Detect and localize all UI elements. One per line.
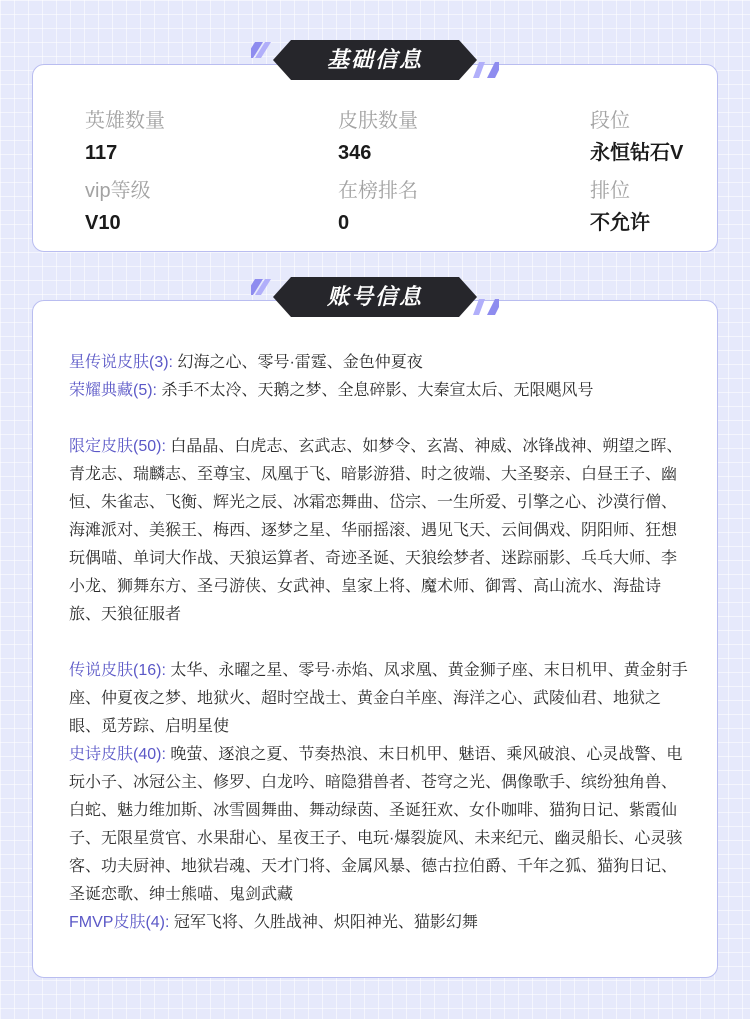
stat-value: 不允许 <box>590 212 650 234</box>
skin-group-star-legend <box>69 349 689 377</box>
section-header-basic <box>251 38 499 82</box>
stat-value: 0 <box>338 212 350 234</box>
stat-vip-level <box>85 177 265 237</box>
stat-label: 英雄数量 <box>85 110 165 132</box>
skin-category-label: 星传说皮肤(3): <box>69 354 174 371</box>
skin-group-glory-collection <box>69 377 689 405</box>
stat-value: 117 <box>85 142 118 164</box>
skin-category-items: 白晶晶、白虎志、玄武志、如梦令、玄嵩、神威、冰锋战神、朔望之晖、青龙志、瑞麟志、至尊宝、凤凰于飞、暗影游猎、时之彼端、大圣娶亲、白昼王子、幽恒、朱雀志、飞衡、辉光之辰、冰霜恋舞曲、岱宗、一生所爱、引擎之心、沙漠行僧、海滩派对、美猴王、梅西、逐梦之星、华丽摇滚、遇见飞天、云间偶戏、阴阳师、狂想玩偶喵、单词大作战、天狼运算者、奇迹圣诞、天狼绘梦者、迷踪丽影、乓乓大师、李小龙、狮舞东方、圣弓游侠、女武神、皇家上将、魔术师、御霄、高山流水、海盐诗旅、天狼征服者 <box>69 438 683 623</box>
skin-category-items: 太华、永曜之星、零号·赤焰、凤求凰、黄金狮子座、末日机甲、黄金射手座、仲夏夜之梦、地狱火、超时空战士、黄金白羊座、海洋之心、武陵仙君、地狱之眼、觅芳踪、启明星使 <box>69 662 688 735</box>
stat-hero-count <box>85 107 265 167</box>
stat-label: 皮肤数量 <box>338 110 418 132</box>
stat-leaderboard-rank <box>338 177 518 237</box>
section-title: 账号信息 <box>326 284 423 309</box>
skin-category-label: 荣耀典藏(5): <box>69 382 158 399</box>
stat-label: 排位 <box>590 180 630 202</box>
skin-category-items: 幻海之心、零号·雷霆、金色仲夏夜 <box>177 354 423 371</box>
skin-group-limited <box>69 433 689 629</box>
stat-label: 段位 <box>590 110 630 132</box>
stat-value: V10 <box>85 212 121 234</box>
stat-label: vip等级 <box>85 180 151 202</box>
skin-category-label: 传说皮肤(16): <box>69 662 166 679</box>
skin-category-label: 限定皮肤(50): <box>69 438 166 455</box>
skin-category-items: 晚萤、逐浪之夏、节奏热浪、末日机甲、魅语、乘风破浪、心灵战警、电玩小子、冰冠公主、修罗、白龙吟、暗隐猎兽者、苍穹之光、偶像歌手、缤纷独角兽、白蛇、魅力维加斯、冰雪圆舞曲、舞动绿茵、圣诞狂欢、女仆咖啡、猫狗日记、紫霞仙子、无限星赏官、水果甜心、星夜王子、电玩·爆裂旋风、未来纪元、幽灵船长、心灵骇客、功夫厨神、地狱岩魂、天才门将、金属风暴、德古拉伯爵、千年之狐、猫狗日记、圣诞恋歌、绅士熊喵、鬼剑武藏 <box>69 746 683 903</box>
skin-group-legend <box>69 657 689 741</box>
skin-group-epic <box>69 741 689 909</box>
skin-group-fmvp <box>69 909 689 937</box>
stat-ranked-allowed <box>590 177 750 237</box>
stat-rank-tier <box>590 107 750 167</box>
skin-category-items: 冠军飞将、久胜战神、炽阳神光、猫影幻舞 <box>173 914 478 931</box>
skin-category-label: 史诗皮肤(40): <box>69 746 166 763</box>
skin-list <box>69 349 689 937</box>
section-title: 基础信息 <box>326 47 423 72</box>
section-header-account <box>251 275 499 319</box>
stat-value: 永恒钻石V <box>590 142 684 164</box>
basic-info-card <box>32 64 718 252</box>
stat-value: 346 <box>338 142 372 164</box>
skin-category-items: 杀手不太冷、天鹅之梦、全息碎影、大秦宣太后、无限飓风号 <box>161 382 594 399</box>
skin-category-label: FMVP皮肤(4): <box>69 914 170 931</box>
account-info-card <box>32 300 718 978</box>
stat-skin-count <box>338 107 518 167</box>
stat-label: 在榜排名 <box>338 180 418 202</box>
